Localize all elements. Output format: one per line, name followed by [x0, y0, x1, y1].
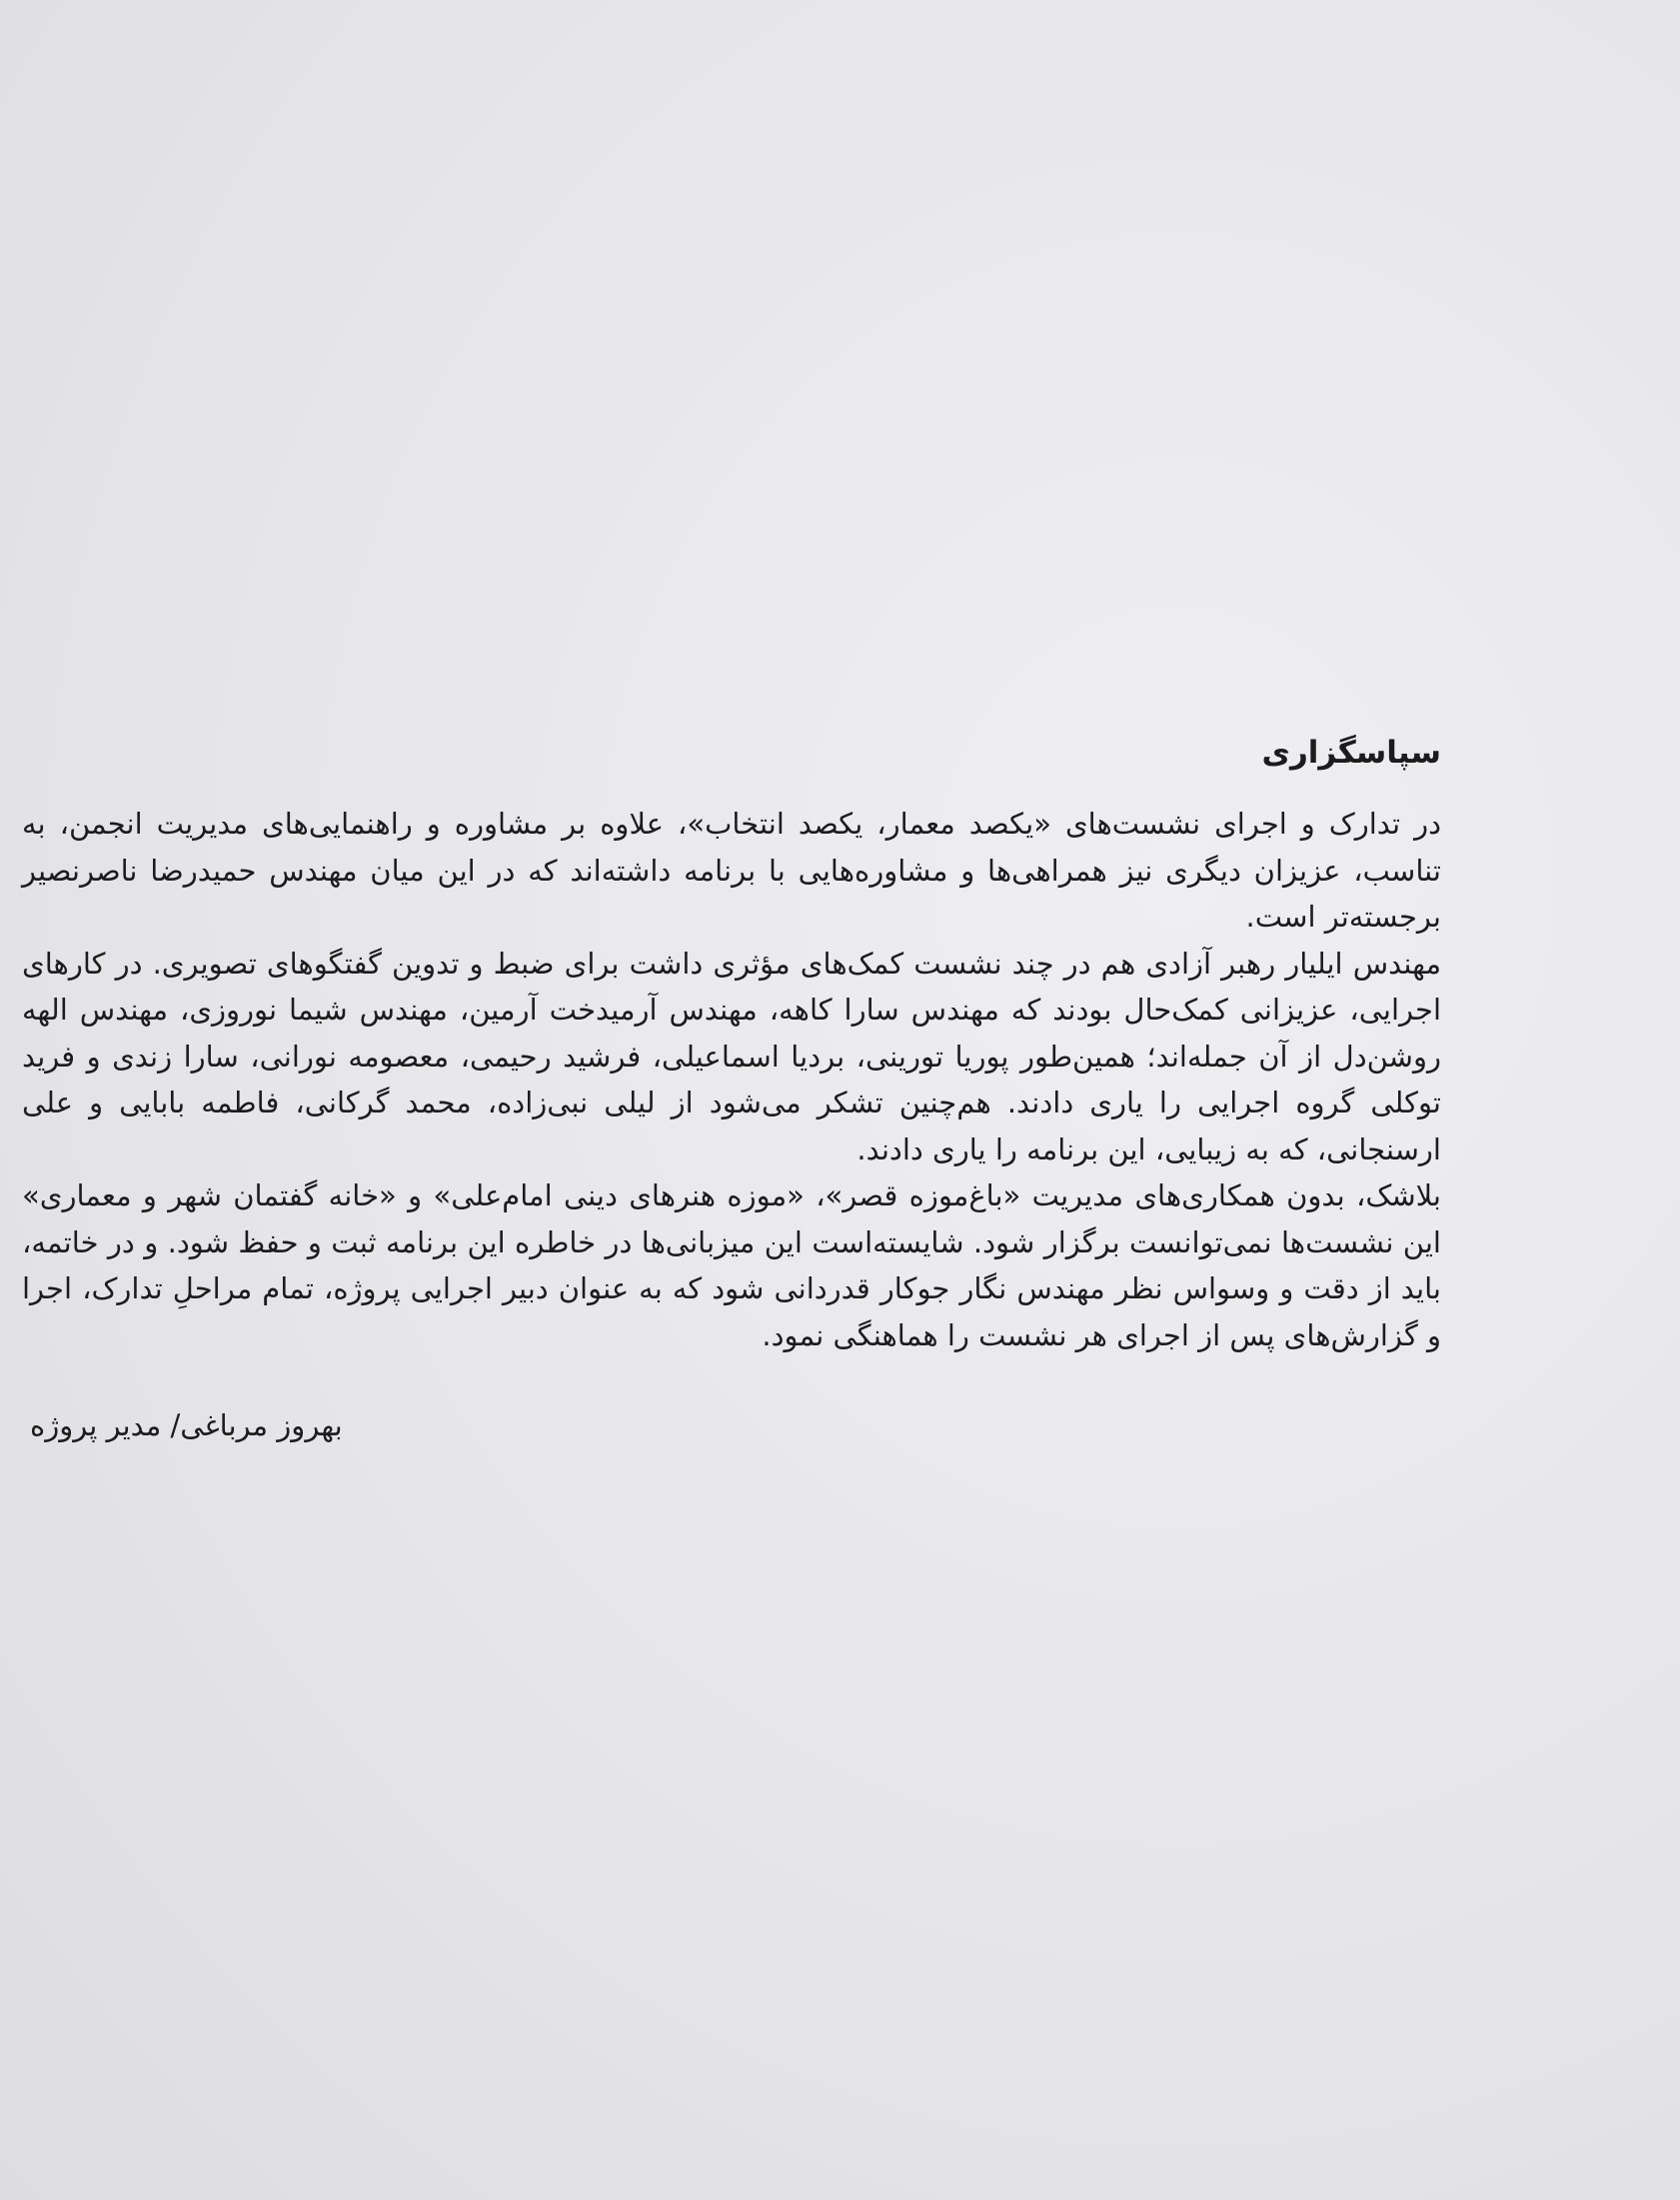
paragraph: مهندس ایلیار رهبر آزادی هم در چند نشست کمک‌های مؤثری داشت برای ضبط و تدوین گفتگوهای تصویری. در کارهای اجرایی، عزیزانی کمک‌حال بودند که مهندس سارا کاهه، مهندس آرمیدخت آرمین، مهندس شیما نوروزی، مهندس الهه روشن‌دل از آن جمله‌اند؛ همین‌طور پوریا تورینی، بردیا اسماعیلی، فرشید رحیمی، معصومه نورانی، سارا زندی و فرید توکلی گروه اجرایی را یاری دادند. هم‌چنین تشکر می‌شود از لیلی نبی‌زاده، محمد گرکانی، فاطمه بابایی و علی ارسنجانی، که به زیبایی، این برنامه را یاری دادند. [22, 946, 1441, 1166]
section-title: سپاسگزاری [1261, 735, 1441, 771]
acknowledgements-section [22, 735, 1441, 1442]
signature-line: بهروز مرباغی/ مدیر پروژه [30, 1408, 343, 1442]
paragraph: در تدارک و اجرای نشست‌های «یکصد معمار، یکصد انتخاب»، علاوه بر مشاوره و راهنمایی‌های مدیریت انجمن، به تناسب، عزیزان دیگری نیز همراهی‌ها و مشاوره‌هایی با برنامه داشته‌اند که در این میان مهندس حمیدرضا ناصرنصیر برجسته‌تر است. [22, 807, 1441, 934]
paragraph: بلاشک، بدون همکاری‌های مدیریت «باغ‌موزه قصر»، «موزه هنرهای دینی امام‌علی» و «خانه گفتمان شهر و معماری» این نشست‌ها نمی‌توانست برگزار شود. شایسته‌است این میزبانی‌ها در خاطره این برنامه ثبت و حفظ شود. و در خاتمه، باید از دقت و وسواس نظر مهندس نگار جوکار قدردانی شود که به عنوان دبیر اجرایی پروژه، تمام مراحلِ تدارک، اجرا و گزارش‌های پس از اجرای هر نشست را هماهنگی نمود. [22, 1178, 1441, 1352]
